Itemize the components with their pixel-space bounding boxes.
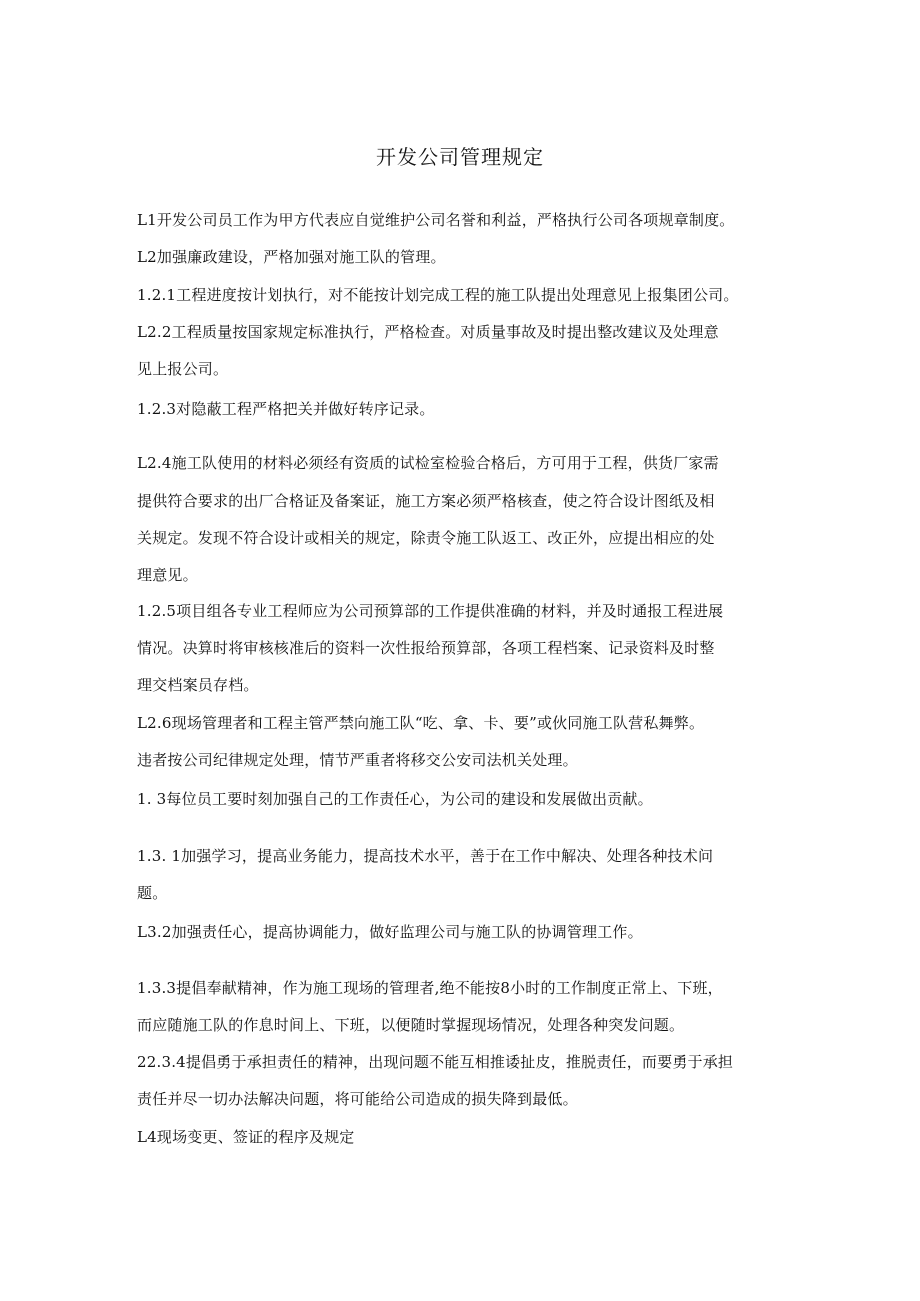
text-line-19: L3.2加强责任心，提高协调能力，做好监理公司与施工队的协调管理工作。 [137,923,643,941]
text-line-18: 题。 [137,884,168,902]
text-line-5: 见上报公司。 [137,360,229,378]
text-line-17: 1.3. 1加强学习，提高业务能力，提高技术水平，善于在工作中解决、处理各种技术问 [137,847,714,865]
text-line-20: 1.3.3提倡奉献精神，作为施工现场的管理者,绝不能按8小时的工作制度正常上、下班， [137,979,723,997]
text-line-13: 理交档案员存档。 [137,676,259,694]
text-line-12: 情况。决算时将审核核准后的资料一次性报给预算部，各项工程档案、记录资料及时整 [137,639,715,657]
text-line-2: L2加强廉政建设，严格加强对施工队的管理。 [137,248,446,266]
text-line-3: 1.2.1工程进度按计划执行，对不能按计划完成工程的施工队提出处理意见上报集团公司。 [137,286,739,304]
text-line-23: 责任并尽一切办法解决问题，将可能给公司造成的损失降到最低。 [137,1090,578,1108]
text-line-1: L1开发公司员工作为甲方代表应自觉维护公司名誉和利益，严格执行公司各项规章制度。 [137,211,735,229]
page-title: 开发公司管理规定 [376,145,544,169]
text-line-9: 关规定。发现不符合设计或相关的规定，除责令施工队返工、改正外，应提出相应的处 [137,529,715,547]
text-line-11: 1.2.5项目组各专业工程师应为公司预算部的工作提供准确的材料，并及时通报工程进展 [137,602,724,620]
text-line-15: 违者按公司纪律规定处理，情节严重者将移交公安司法机关处理。 [137,751,578,769]
text-line-24: L4现场变更、签证的程序及规定 [137,1128,355,1146]
text-line-14: L2.6现场管理者和工程主管严禁向施工队“吃、拿、卡、要”或伙同施工队营私舞弊。 [137,714,705,732]
text-line-10: 理意见。 [137,566,198,584]
text-line-6: 1.2.3对隐蔽工程严格把关并做好转序记录。 [137,400,435,418]
text-line-8: 提供符合要求的出厂合格证及备案证，施工方案必须严格核查，使之符合设计图纸及相 [137,492,715,510]
text-line-4: L2.2工程质量按国家规定标准执行，严格检查。对质量事故及时提出整改建议及处理意 [137,323,719,341]
text-line-21: 而应随施工队的作息时间上、下班，以便随时掌握现场情况，处理各种突发问题。 [137,1016,685,1034]
text-line-7: L2.4施工队使用的材料必须经有资质的试检室检验合格后，方可用于工程，供货厂家需 [137,454,719,472]
text-line-22: 22.3.4提倡勇于承担责任的精神，出现问题不能互相推诿扯皮，推脱责任，而要勇于承担 [137,1053,734,1071]
text-line-16: 1. 3每位员工要时刻加强自己的工作责任心，为公司的建设和发展做出贡献。 [137,790,653,808]
